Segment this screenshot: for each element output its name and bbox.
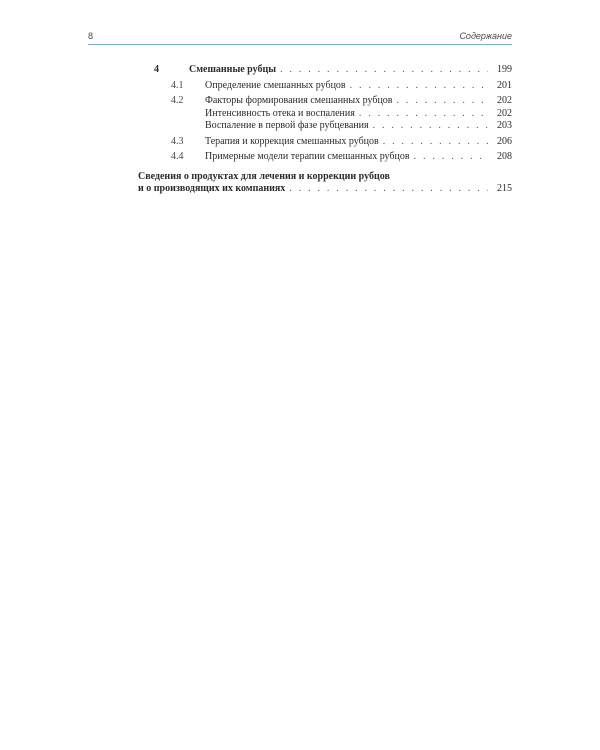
table-of-contents xyxy=(138,64,512,196)
toc-page-number: 201 xyxy=(497,79,512,91)
toc-dot-leader xyxy=(373,120,488,133)
toc-section-entry[interactable] xyxy=(138,136,512,149)
toc-chapter-entry[interactable] xyxy=(138,64,512,77)
toc-page-number: 203 xyxy=(497,120,512,131)
header-rule xyxy=(88,44,512,45)
toc-section-number: 4.1 xyxy=(171,79,184,91)
toc-chapter-title: Смешанные рубцы xyxy=(189,64,277,75)
toc-subsection-entry[interactable] xyxy=(138,120,512,133)
toc-dot-leader xyxy=(350,80,488,93)
toc-page-number: 202 xyxy=(497,95,512,106)
toc-backmatter-title-line1: Сведения о продуктах для лечения и коррекции рубцов xyxy=(138,170,390,182)
toc-subsection-entry[interactable] xyxy=(138,108,512,121)
toc-dot-leader xyxy=(383,136,488,149)
toc-page-number: 206 xyxy=(497,135,512,147)
toc-dot-leader xyxy=(359,108,488,121)
toc-dot-leader xyxy=(280,64,488,77)
page-number: 8 xyxy=(88,31,94,41)
toc-page-number: 202 xyxy=(497,107,512,119)
toc-section-number: 4.2 xyxy=(171,95,184,106)
toc-page-number: 199 xyxy=(497,64,512,75)
toc-section-title: Примерные модели терапии смешанных рубцов xyxy=(205,151,410,162)
toc-backmatter-title-line2: и о производящих их компаниях xyxy=(138,183,286,194)
toc-section-entry[interactable] xyxy=(138,80,512,93)
toc-section-title: Терапия и коррекция смешанных рубцов xyxy=(205,135,379,147)
toc-dot-leader xyxy=(289,183,488,196)
toc-page-number: 208 xyxy=(497,151,512,162)
toc-section-entry[interactable] xyxy=(138,95,512,108)
toc-section-number: 4.3 xyxy=(171,135,184,147)
toc-subsection-title: Воспаление в первой фазе рубцевания xyxy=(205,120,369,131)
toc-section-title: Определение смешанных рубцов xyxy=(205,79,346,91)
running-title: Содержание xyxy=(459,31,512,41)
toc-section-title: Факторы формирования смешанных рубцов xyxy=(205,95,393,106)
toc-backmatter-entry[interactable] xyxy=(138,171,512,196)
toc-chapter-number: 4 xyxy=(154,64,159,75)
toc-subsection-title: Интенсивность отека и воспаления xyxy=(205,107,355,119)
toc-section-entry[interactable] xyxy=(138,151,512,164)
toc-page-number: 215 xyxy=(497,183,512,194)
toc-dot-leader xyxy=(397,95,488,108)
toc-dot-leader xyxy=(414,151,488,164)
toc-section-number: 4.4 xyxy=(171,151,184,162)
